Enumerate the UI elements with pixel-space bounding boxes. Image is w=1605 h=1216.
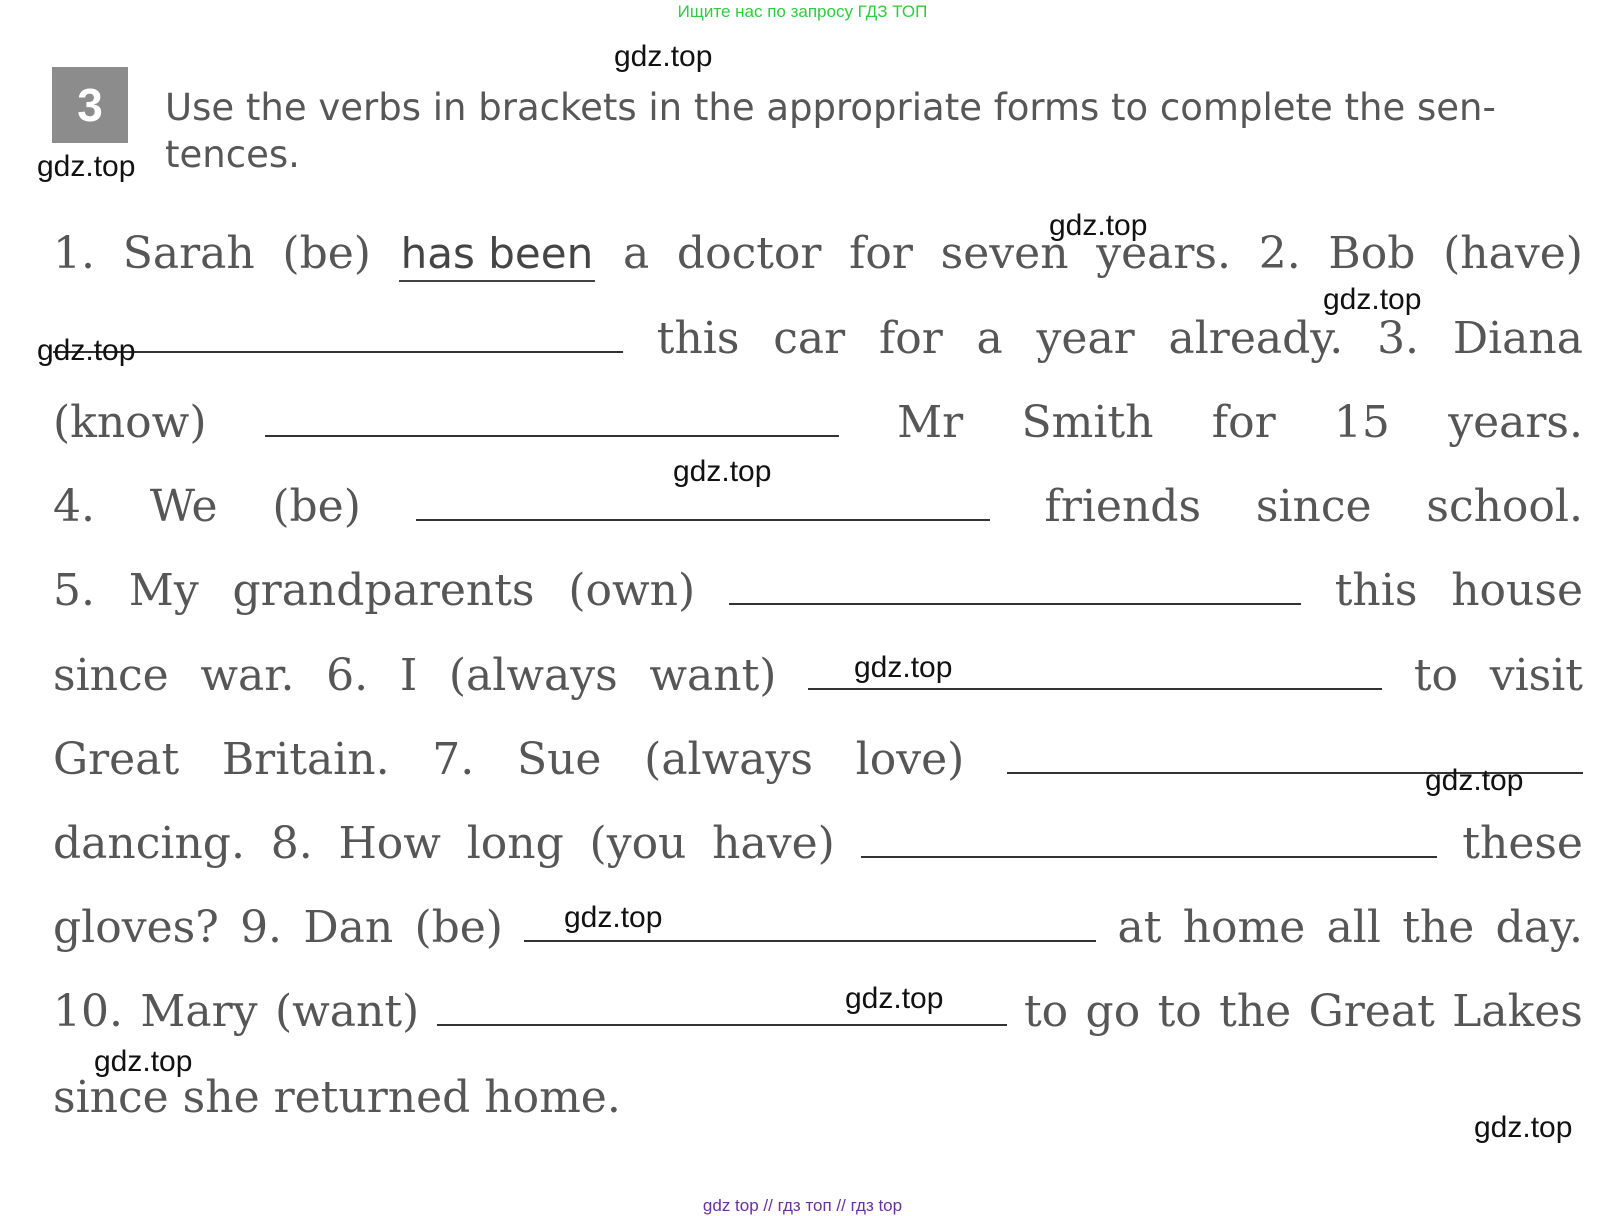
answer-blank[interactable] bbox=[53, 351, 623, 353]
word: Britain. bbox=[221, 734, 390, 785]
word: Sarah bbox=[122, 228, 255, 279]
word: for bbox=[849, 228, 913, 279]
word: home bbox=[1182, 902, 1306, 953]
word: (be) bbox=[282, 228, 371, 279]
exercise-line-11 bbox=[53, 1072, 1583, 1142]
exercise-line-5 bbox=[53, 565, 1583, 635]
word: Great bbox=[53, 734, 180, 785]
word: (you bbox=[589, 818, 687, 869]
word: 6. bbox=[326, 650, 369, 701]
exercise-line-10 bbox=[53, 986, 1583, 1056]
word: 5. bbox=[53, 565, 95, 616]
watermark: gdz.top bbox=[1049, 209, 1148, 242]
word: want) bbox=[649, 650, 777, 701]
word: war. bbox=[200, 650, 295, 701]
watermark: gdz.top bbox=[854, 651, 953, 684]
word: since bbox=[53, 650, 169, 701]
watermark: gdz.top bbox=[37, 150, 136, 183]
word: Bob bbox=[1328, 228, 1416, 279]
word: (own) bbox=[568, 565, 696, 616]
word: to bbox=[1157, 986, 1202, 1037]
word: for bbox=[1211, 397, 1276, 448]
exercise-line-4 bbox=[53, 481, 1583, 551]
exercise-line-2 bbox=[53, 313, 1583, 383]
watermark: gdz.top bbox=[614, 40, 713, 73]
word: long bbox=[466, 818, 564, 869]
word: for bbox=[878, 313, 943, 364]
footer-banner[interactable]: gdz top // гдз топ // гдз top bbox=[702, 1196, 903, 1215]
word: 10. bbox=[53, 986, 123, 1037]
watermark: gdz.top bbox=[1425, 764, 1524, 797]
word: 7. bbox=[432, 734, 475, 785]
word: 4. bbox=[53, 481, 95, 532]
watermark: gdz.top bbox=[845, 982, 944, 1015]
word: house bbox=[1451, 565, 1583, 616]
word: seven bbox=[940, 228, 1069, 279]
word: Sue bbox=[516, 734, 602, 785]
word: since she returned home. bbox=[53, 1072, 621, 1123]
watermark: gdz.top bbox=[564, 901, 663, 934]
answer-blank[interactable] bbox=[861, 856, 1437, 858]
word: Dan bbox=[303, 902, 394, 953]
watermark: gdz.top bbox=[673, 455, 772, 488]
word: (want) bbox=[274, 986, 420, 1037]
exercise-number-badge: 3 bbox=[52, 67, 128, 143]
exercise-line-9 bbox=[53, 902, 1583, 972]
word: Diana bbox=[1452, 313, 1583, 364]
word: years. bbox=[1448, 397, 1583, 448]
handwritten-answer: has been bbox=[399, 229, 596, 282]
exercise-line-3 bbox=[53, 397, 1583, 467]
word: to bbox=[1023, 986, 1069, 1037]
word: (know) bbox=[53, 397, 207, 448]
word: Mary bbox=[140, 986, 258, 1037]
word: doctor bbox=[676, 228, 822, 279]
watermark: gdz.top bbox=[94, 1045, 193, 1078]
instruction-line-2: tences. bbox=[165, 133, 300, 176]
word: grandparents bbox=[232, 565, 535, 616]
word: all bbox=[1326, 902, 1381, 953]
exercise-line-8 bbox=[53, 818, 1583, 888]
word: since bbox=[1255, 481, 1372, 532]
word: 8. bbox=[270, 818, 313, 869]
word: My bbox=[128, 565, 199, 616]
word: the bbox=[1219, 986, 1292, 1037]
word: (have) bbox=[1443, 228, 1583, 279]
word: I bbox=[399, 650, 418, 701]
word: 9. bbox=[240, 902, 283, 953]
answer-blank[interactable] bbox=[265, 435, 839, 437]
word: go bbox=[1085, 986, 1141, 1037]
word: Great bbox=[1308, 986, 1435, 1037]
word: 3. bbox=[1377, 313, 1420, 364]
word: (be) bbox=[414, 902, 503, 953]
word: day. bbox=[1495, 902, 1583, 953]
answer-blank[interactable] bbox=[437, 1024, 1007, 1026]
watermark: gdz.top bbox=[1474, 1111, 1573, 1144]
watermark: gdz.top bbox=[1323, 283, 1422, 316]
word: years. bbox=[1096, 228, 1231, 279]
word: (always bbox=[448, 650, 618, 701]
word: year bbox=[1036, 313, 1135, 364]
word: this bbox=[656, 313, 740, 364]
word: love) bbox=[855, 734, 965, 785]
exercise-line-7 bbox=[53, 734, 1583, 804]
word: car bbox=[773, 313, 846, 364]
word: 15 bbox=[1333, 397, 1390, 448]
answer-blank[interactable] bbox=[416, 519, 990, 521]
word: (always bbox=[644, 734, 813, 785]
word: these bbox=[1462, 818, 1583, 869]
exercise-line-6 bbox=[53, 650, 1583, 720]
word: Lakes bbox=[1452, 986, 1583, 1037]
watermark: gdz.top bbox=[37, 334, 136, 367]
word: a bbox=[622, 228, 650, 279]
answer-blank[interactable] bbox=[524, 940, 1096, 942]
word: school. bbox=[1426, 481, 1583, 532]
instruction-line-1: Use the verbs in brackets in the appropriate forms to complete the sen- bbox=[165, 86, 1496, 129]
word: How bbox=[338, 818, 441, 869]
answer-blank[interactable] bbox=[729, 603, 1301, 605]
word: 1. bbox=[53, 228, 95, 279]
word: to bbox=[1413, 650, 1459, 701]
answer-blank[interactable] bbox=[808, 688, 1382, 690]
word: have) bbox=[712, 818, 835, 869]
word: gloves? bbox=[53, 902, 219, 953]
word: Mr bbox=[897, 397, 964, 448]
word: We bbox=[149, 481, 218, 532]
word: visit bbox=[1489, 650, 1583, 701]
header-banner[interactable]: Ищите нас по запросу ГДЗ ТОП bbox=[677, 2, 928, 21]
word: 2. bbox=[1258, 228, 1301, 279]
word: the bbox=[1402, 902, 1475, 953]
word: a bbox=[976, 313, 1003, 364]
word: this bbox=[1334, 565, 1418, 616]
word: friends bbox=[1044, 481, 1202, 532]
word: already. bbox=[1168, 313, 1344, 364]
word: at bbox=[1117, 902, 1162, 953]
word: (be) bbox=[272, 481, 361, 532]
word: Smith bbox=[1021, 397, 1154, 448]
word: dancing. bbox=[53, 818, 245, 869]
